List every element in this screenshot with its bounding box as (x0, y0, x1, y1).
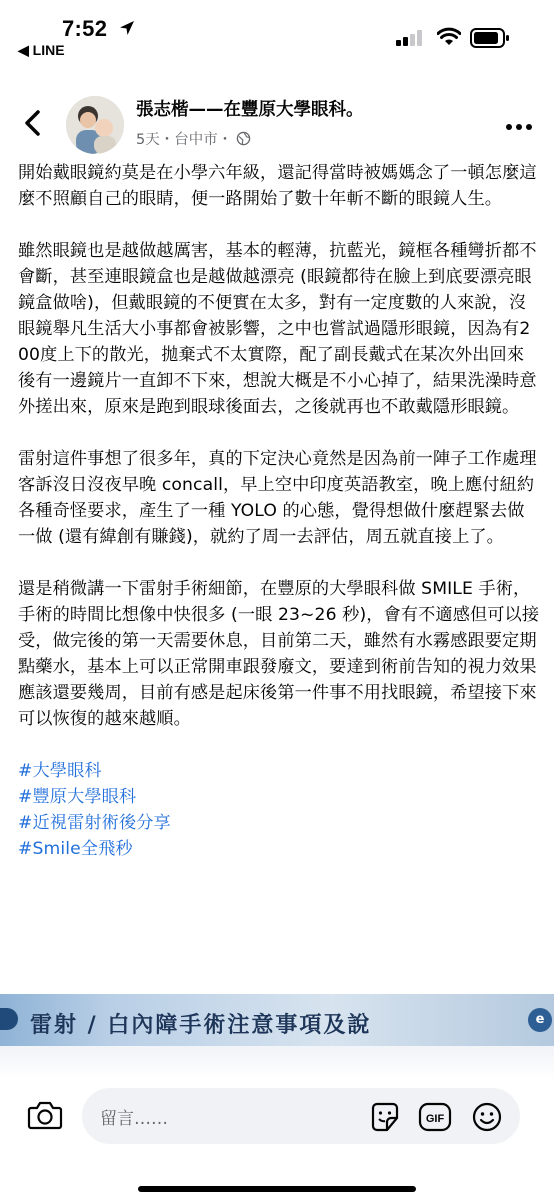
hashtag-link[interactable]: #近視雷射術後分享 (18, 813, 171, 833)
hashtag-list (18, 758, 540, 862)
photo-banner-text: 雷射 / 白內障手術注意事項及說 (30, 1013, 372, 1038)
author-name[interactable]: 張志楷 (136, 100, 189, 120)
status-bar (0, 0, 554, 68)
post-meta (136, 128, 251, 150)
post-paragraph: 開始戴眼鏡約莫是在小學六年級，還記得當時被媽媽念了一頓怎麼這麼不照顧自己的眼睛，便一路開始了數十年斬不斷的眼鏡人生。 (18, 163, 537, 209)
battery-icon (470, 28, 510, 52)
back-chevron-icon[interactable] (20, 108, 46, 138)
hashtag-link[interactable]: #豐原大學眼科 (18, 787, 137, 807)
home-indicator (138, 1186, 416, 1192)
post-paragraph: 還是稍微講一下雷射手術細節，在豐原的大學眼科做 SMILE 手術，手術的時間比想像中快很多 (一眼 23~26 秒)，會有不適感但可以接受，做完後的第一天需要休息，目前第二天，雖然有水霧感跟要定期點藥水，基本上可以正常開車跟發廢文，要達到術前告知的視力效果應該還要幾周，目前有感是起床後第一件事不用找眼鏡，希望接下來可以恢復的越來越順。 (18, 579, 540, 729)
photo-corner-logo-icon: e (528, 1008, 552, 1032)
camera-icon[interactable] (27, 1100, 63, 1134)
globe-icon (236, 131, 251, 150)
location-name[interactable]: 豐原大學眼科 (241, 100, 346, 120)
gif-label: GIF (425, 1113, 445, 1125)
author-period: 。 (346, 100, 364, 120)
emoji-icon[interactable] (470, 1100, 504, 1138)
comment-placeholder: 留言…… (100, 1109, 168, 1129)
back-to-app-link[interactable]: ◀ LINE (18, 42, 65, 58)
comment-input[interactable] (82, 1088, 520, 1144)
location-arrow-icon (118, 19, 136, 41)
avatar[interactable] (66, 96, 124, 154)
post-header (0, 86, 554, 156)
post-body (18, 160, 540, 862)
sticker-icon[interactable] (368, 1100, 402, 1138)
post-paragraph: 雷射這件事想了很多年，真的下定決心竟然是因為前一陣子工作處理客訴沒日沒夜早晚 concall，早上空中印度英語教室，晚上應付紐約各種奇怪要求，產生了一種 YOLO 的心態，覺得想做什麼趕緊去做一做 (還有緯創有賺錢)，就約了周一去評估，周五就直接上了。 (18, 449, 537, 547)
signal-icon (396, 30, 424, 50)
post-photo[interactable] (0, 994, 554, 1080)
status-time: 7:52 (62, 16, 108, 41)
hashtag-link[interactable]: #Smile全飛秒 (18, 839, 133, 859)
hashtag-link[interactable]: #大學眼科 (18, 761, 102, 781)
post-meta-text: 5天・台中市・ (136, 132, 233, 148)
gif-icon[interactable] (418, 1100, 452, 1138)
author-line (136, 96, 364, 121)
more-icon[interactable] (506, 116, 532, 135)
author-separator: ——在 (188, 100, 241, 120)
comment-bar (0, 1080, 554, 1200)
post-paragraph: 雖然眼鏡也是越做越厲害，基本的輕薄，抗藍光，鏡框各種彎折都不會斷，甚至連眼鏡盒也是越做越漂亮 (眼鏡都待在臉上到底要漂亮眼鏡盒做啥)，但戴眼鏡的不便實在太多，對有一定度數的人來說，沒眼鏡舉凡生活大小事都會被影響，之中也嘗試過隱形眼鏡，因為有200度上下的散光，拋棄式不太實際，配了副長戴式在某次外出回來後有一邊鏡片一直卸不下來，想說大概是不小心掉了，結果洗澡時意外搓出來，原來是跑到眼球後面去，之後就再也不敢戴隱形眼鏡。 (18, 241, 537, 417)
wifi-icon (437, 27, 461, 51)
